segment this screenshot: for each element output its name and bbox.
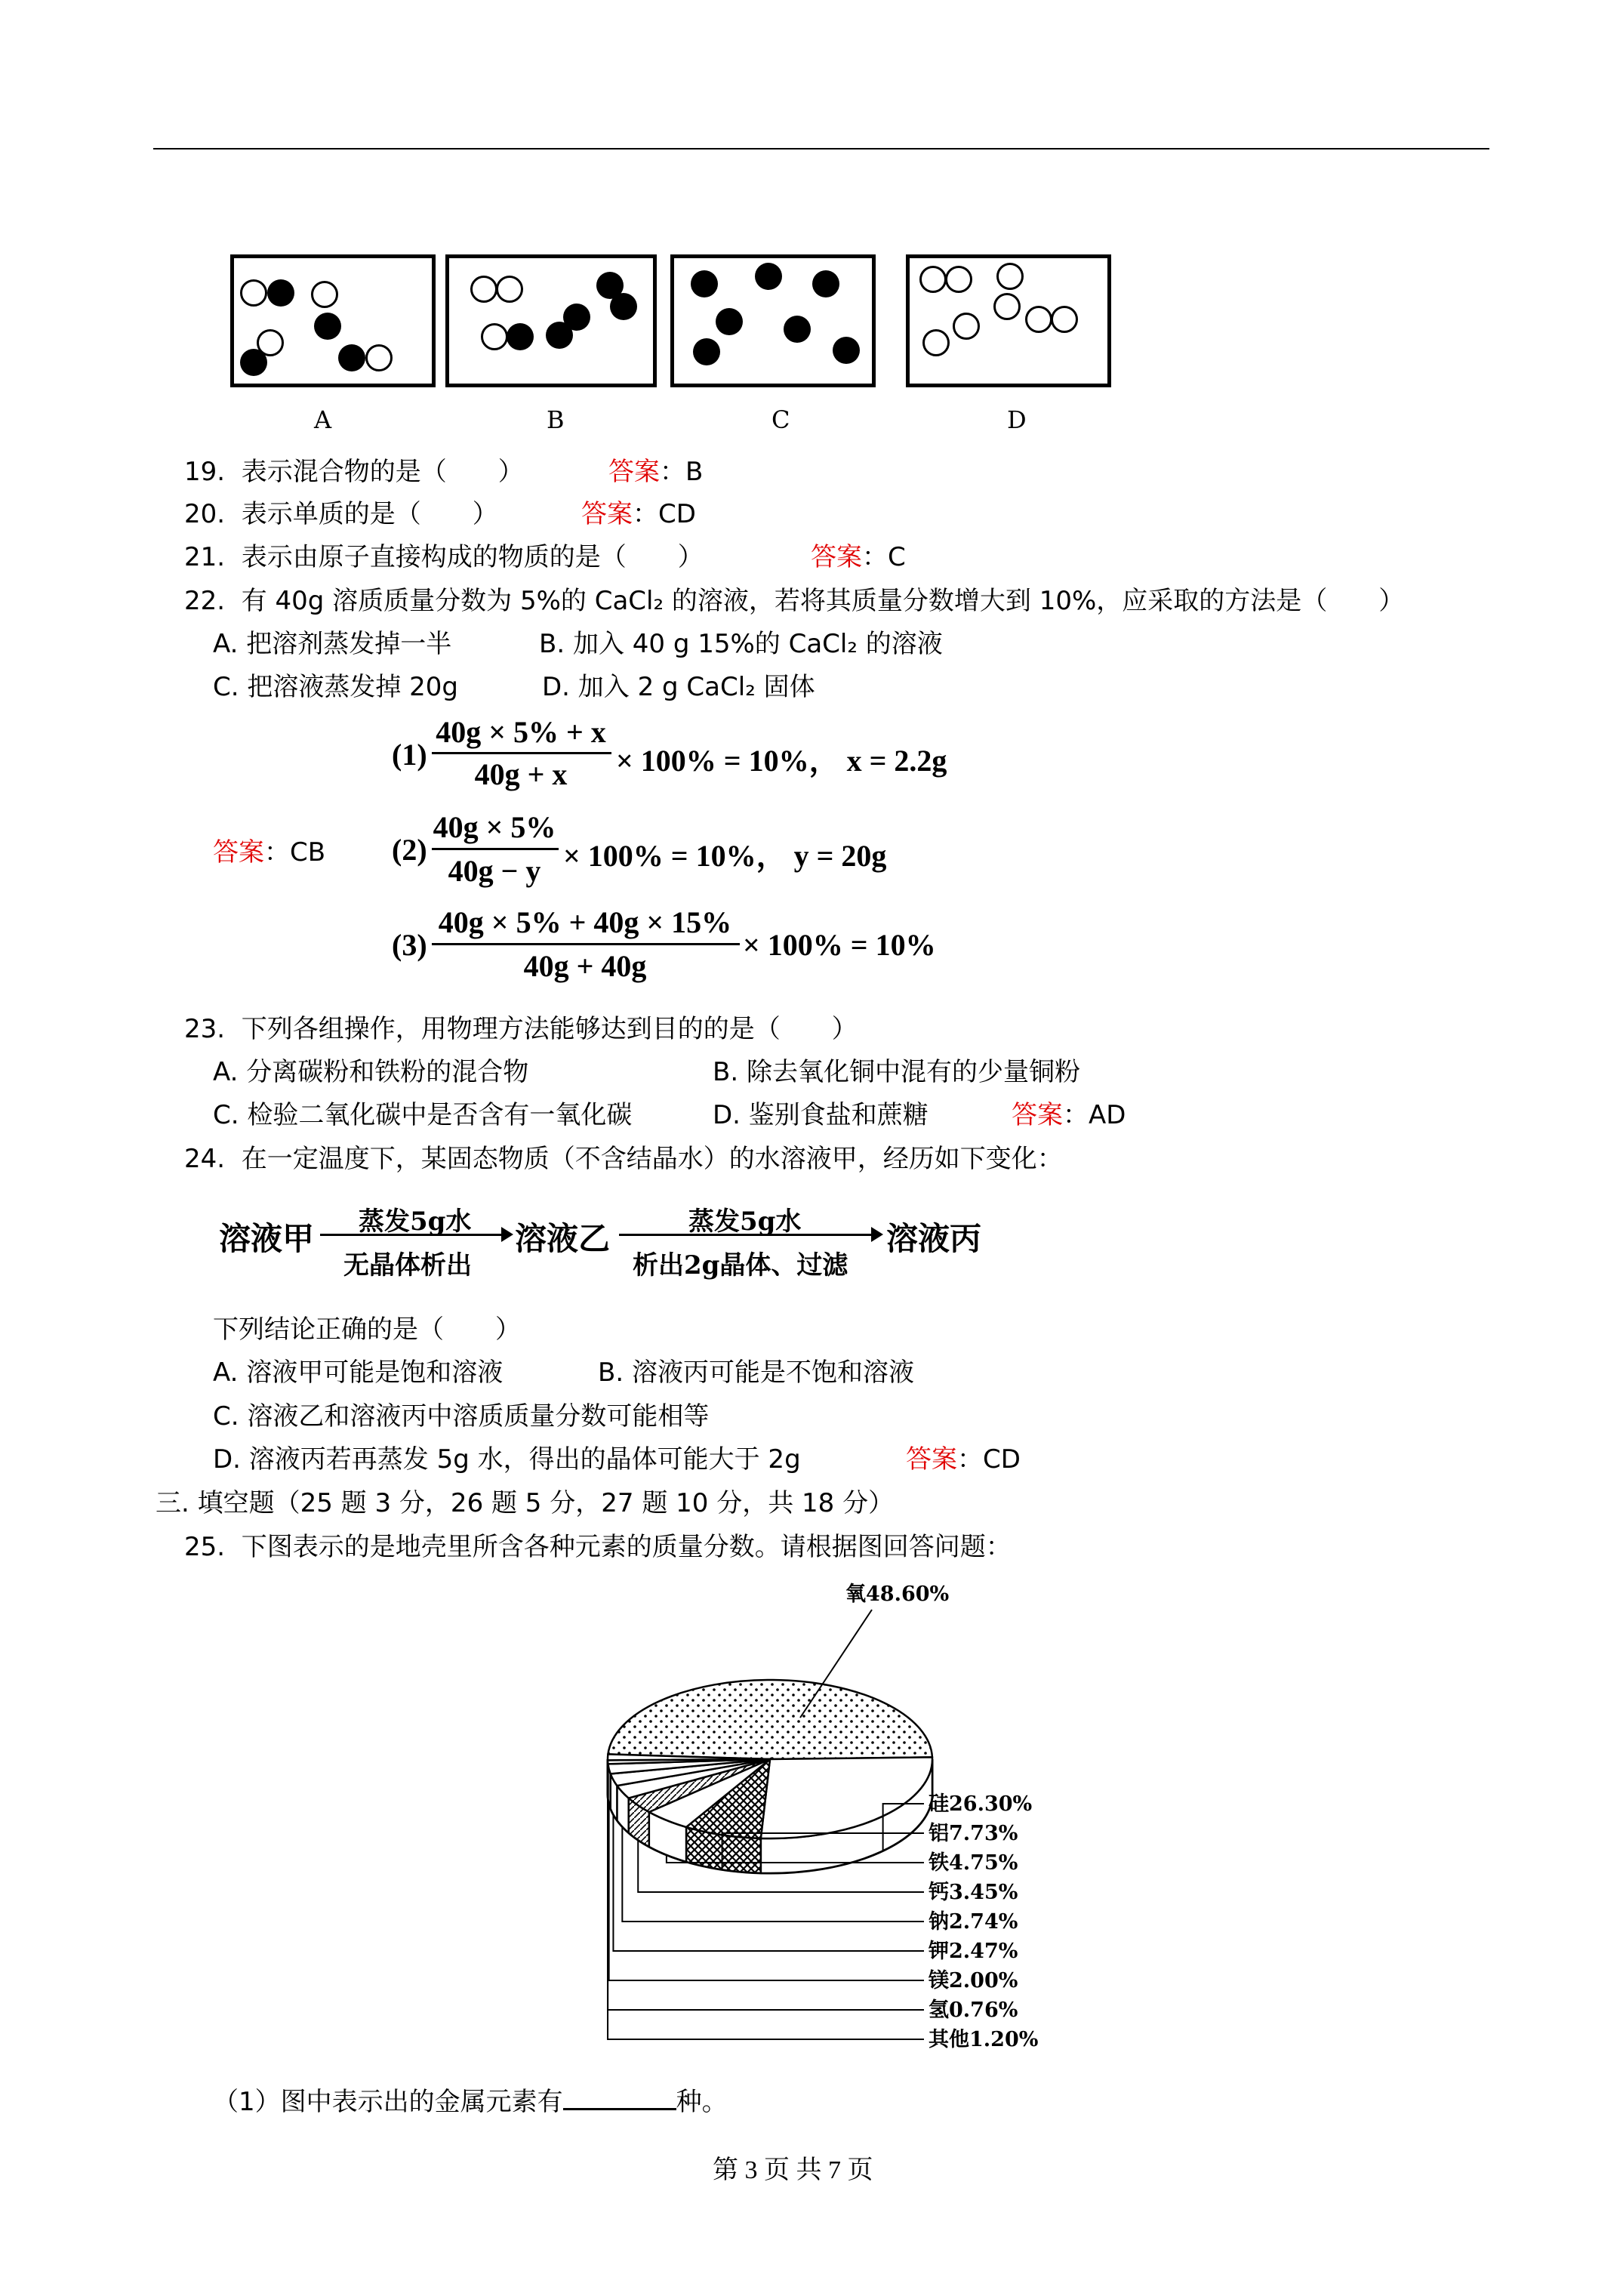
black-atom bbox=[546, 322, 573, 349]
option-22-a: A. 把溶剂蒸发掉一半 bbox=[213, 629, 452, 659]
arrow-2 bbox=[619, 1234, 876, 1236]
question-text: 表示由原子直接构成的物质的是（ ） bbox=[241, 542, 704, 572]
white-atom bbox=[993, 293, 1021, 320]
page-footer: 第 3 页 共 7 页 bbox=[713, 2156, 873, 2184]
white-atom bbox=[1051, 306, 1078, 333]
arrow-1-bottom-label: 无晶体析出 bbox=[343, 1250, 472, 1281]
answer-label: 答案 bbox=[811, 542, 862, 572]
white-atom bbox=[1025, 306, 1052, 333]
arrow-2-top-label: 蒸发5g水 bbox=[688, 1207, 802, 1237]
white-atom bbox=[481, 323, 508, 350]
option-24-d: D. 溶液丙若再蒸发 5g 水，得出的晶体可能大于 2g bbox=[213, 1444, 801, 1475]
question-25 bbox=[184, 1530, 1012, 1564]
fraction-bar bbox=[432, 943, 740, 945]
question-number: 19. bbox=[184, 457, 226, 487]
question-text: 表示单质的是（ ） bbox=[241, 499, 498, 529]
pie-label-3: 铁4.75% bbox=[929, 1851, 1018, 1875]
formula-index: (1) bbox=[392, 738, 427, 772]
formula-rest: × 100% = 10% bbox=[743, 928, 936, 962]
white-atom bbox=[922, 329, 950, 356]
formula-numerator: 40g × 5% bbox=[433, 810, 556, 844]
question-number: 20. bbox=[184, 499, 226, 529]
sub-question-tail: 种。 bbox=[676, 2087, 728, 2117]
arrow-2-bottom-label: 析出2g晶体、过滤 bbox=[633, 1250, 848, 1281]
sub-question-text: （1）图中表示出的金属元素有 bbox=[213, 2087, 563, 2117]
answer-value: ：CB bbox=[264, 837, 326, 868]
black-atom bbox=[507, 323, 534, 350]
option-22-c: C. 把溶液蒸发掉 20g bbox=[213, 672, 459, 702]
arrow-1-top-label: 蒸发5g水 bbox=[359, 1207, 472, 1237]
formula-numerator: 40g × 5% + 40g × 15% bbox=[438, 905, 732, 939]
question-text: 下列各组操作，用物理方法能够达到目的的是（ ） bbox=[241, 1014, 858, 1044]
pie-slice-0 bbox=[608, 1680, 932, 1759]
box-label-b: B bbox=[547, 405, 565, 434]
answer-value: ：CD bbox=[633, 499, 696, 529]
pie-label-8: 氢0.76% bbox=[929, 1999, 1018, 2022]
question-19 bbox=[184, 455, 524, 489]
black-atom bbox=[784, 316, 811, 343]
pie-label-7: 镁2.00% bbox=[929, 1969, 1018, 1992]
question-21 bbox=[184, 540, 704, 575]
answer-label: 答案 bbox=[906, 1444, 957, 1475]
white-atom bbox=[953, 313, 980, 340]
answer-label: 答案 bbox=[213, 837, 264, 868]
solution-a-label: 溶液甲 bbox=[219, 1220, 315, 1257]
black-atom bbox=[338, 344, 365, 371]
answer-19 bbox=[608, 455, 703, 489]
black-atom bbox=[314, 313, 341, 340]
answer-blank[interactable] bbox=[563, 2082, 676, 2110]
option-24-a: A. 溶液甲可能是饱和溶液 bbox=[213, 1358, 504, 1388]
option-24-c: C. 溶液乙和溶液丙中溶质质量分数可能相等 bbox=[213, 1401, 710, 1432]
answer-value: ：AD bbox=[1063, 1100, 1126, 1130]
question-22 bbox=[184, 584, 1404, 618]
particle-box-b bbox=[445, 254, 657, 387]
question-24-lead: 下列结论正确的是（ ） bbox=[213, 1314, 521, 1345]
question-text: 在一定温度下，某固态物质（不含结晶水）的水溶液甲，经历如下变化： bbox=[241, 1144, 1063, 1174]
question-number: 21. bbox=[184, 542, 226, 572]
question-number: 24. bbox=[184, 1144, 226, 1174]
option-23-b: B. 除去氧化铜中混有的少量铜粉 bbox=[713, 1057, 1080, 1087]
question-text: 表示混合物的是（ ） bbox=[241, 457, 524, 487]
answer-24 bbox=[906, 1442, 1021, 1477]
black-atom bbox=[610, 293, 637, 320]
pie-label-6: 钾2.47% bbox=[929, 1940, 1018, 1963]
box-label-d: D bbox=[1007, 405, 1027, 434]
formula-rest: × 100% = 10%， x = 2.2g bbox=[616, 744, 947, 778]
solution-b-label: 溶液乙 bbox=[515, 1220, 611, 1257]
pie-label-4: 钙3.45% bbox=[929, 1881, 1018, 1904]
black-atom bbox=[693, 338, 720, 365]
question-25-sub-1 bbox=[213, 2082, 728, 2119]
answer-value: ：B bbox=[660, 457, 704, 487]
box-label-a: A bbox=[314, 405, 332, 434]
answer-20 bbox=[581, 497, 696, 532]
black-atom bbox=[240, 349, 267, 376]
black-atom bbox=[755, 263, 782, 290]
white-atom bbox=[470, 276, 497, 303]
question-number: 23. bbox=[184, 1014, 226, 1044]
answer-23 bbox=[1012, 1098, 1126, 1133]
answer-22 bbox=[213, 835, 325, 870]
pie-label-0: 氧48.60% bbox=[845, 1583, 950, 1606]
question-number: 25. bbox=[184, 1532, 226, 1562]
question-text: 下图表示的是地壳里所含各种元素的质量分数。请根据图回答问题： bbox=[241, 1532, 1012, 1562]
formula-rest: × 100% = 10%， y = 20g bbox=[563, 839, 887, 873]
pie-label-9: 其他1.20% bbox=[929, 2028, 1039, 2051]
white-atom bbox=[996, 263, 1024, 290]
answer-label: 答案 bbox=[608, 457, 660, 487]
option-24-b: B. 溶液丙可能是不饱和溶液 bbox=[598, 1358, 914, 1388]
arrow-2-head bbox=[871, 1227, 883, 1242]
arrow-1-head bbox=[501, 1227, 513, 1242]
crust-elements-pie-chart bbox=[574, 1570, 1102, 2069]
formula-index: (3) bbox=[392, 928, 427, 962]
black-atom bbox=[691, 270, 718, 297]
formula-denominator: 40g − y bbox=[448, 854, 541, 888]
black-atom bbox=[812, 270, 839, 297]
question-23 bbox=[184, 1012, 858, 1046]
header-rule bbox=[153, 148, 1489, 149]
option-23-c: C. 检验二氧化碳中是否含有一氧化碳 bbox=[213, 1100, 633, 1130]
white-atom bbox=[496, 276, 523, 303]
white-atom bbox=[919, 266, 947, 293]
black-atom bbox=[267, 279, 294, 307]
answer-21 bbox=[811, 540, 906, 575]
formula-denominator: 40g + 40g bbox=[523, 949, 647, 983]
section-3-heading: 三. 填空题（25 题 3 分，26 题 5 分，27 题 10 分，共 18 分） bbox=[156, 1488, 895, 1518]
fraction-bar bbox=[432, 752, 611, 754]
question-24 bbox=[184, 1142, 1063, 1176]
formula-numerator: 40g × 5% + x bbox=[436, 715, 606, 749]
option-23-d: D. 鉴别食盐和蔗糖 bbox=[713, 1100, 929, 1130]
box-label-c: C bbox=[771, 405, 790, 434]
fraction-bar bbox=[432, 848, 559, 850]
answer-value: ：C bbox=[862, 542, 906, 572]
pie-label-1: 硅26.30% bbox=[929, 1792, 1033, 1816]
answer-value: ：CD bbox=[957, 1444, 1021, 1475]
arrow-1 bbox=[320, 1234, 506, 1236]
answer-label: 答案 bbox=[1012, 1100, 1063, 1130]
option-23-a: A. 分离碳粉和铁粉的混合物 bbox=[213, 1057, 529, 1087]
formula-denominator: 40g + x bbox=[474, 757, 568, 791]
pie-label-2: 铝7.73% bbox=[929, 1822, 1018, 1845]
answer-label: 答案 bbox=[581, 499, 633, 529]
white-atom bbox=[365, 344, 393, 371]
white-atom bbox=[311, 281, 338, 308]
black-atom bbox=[716, 308, 743, 335]
option-22-d: D. 加入 2 g CaCl₂ 固体 bbox=[542, 672, 815, 702]
black-atom bbox=[833, 337, 860, 364]
pie-label-5: 钠2.74% bbox=[929, 1910, 1018, 1934]
question-number: 22. bbox=[184, 586, 226, 616]
white-atom bbox=[240, 279, 267, 307]
formula-index: (2) bbox=[392, 833, 427, 867]
white-atom bbox=[945, 266, 972, 293]
question-text: 有 40g 溶质质量分数为 5%的 CaCl₂ 的溶液，若将其质量分数增大到 10%，应采取的方法是（ ） bbox=[241, 586, 1405, 616]
solution-c-label: 溶液丙 bbox=[886, 1220, 982, 1257]
question-20 bbox=[184, 497, 498, 532]
option-22-b: B. 加入 40 g 15%的 CaCl₂ 的溶液 bbox=[539, 629, 943, 659]
